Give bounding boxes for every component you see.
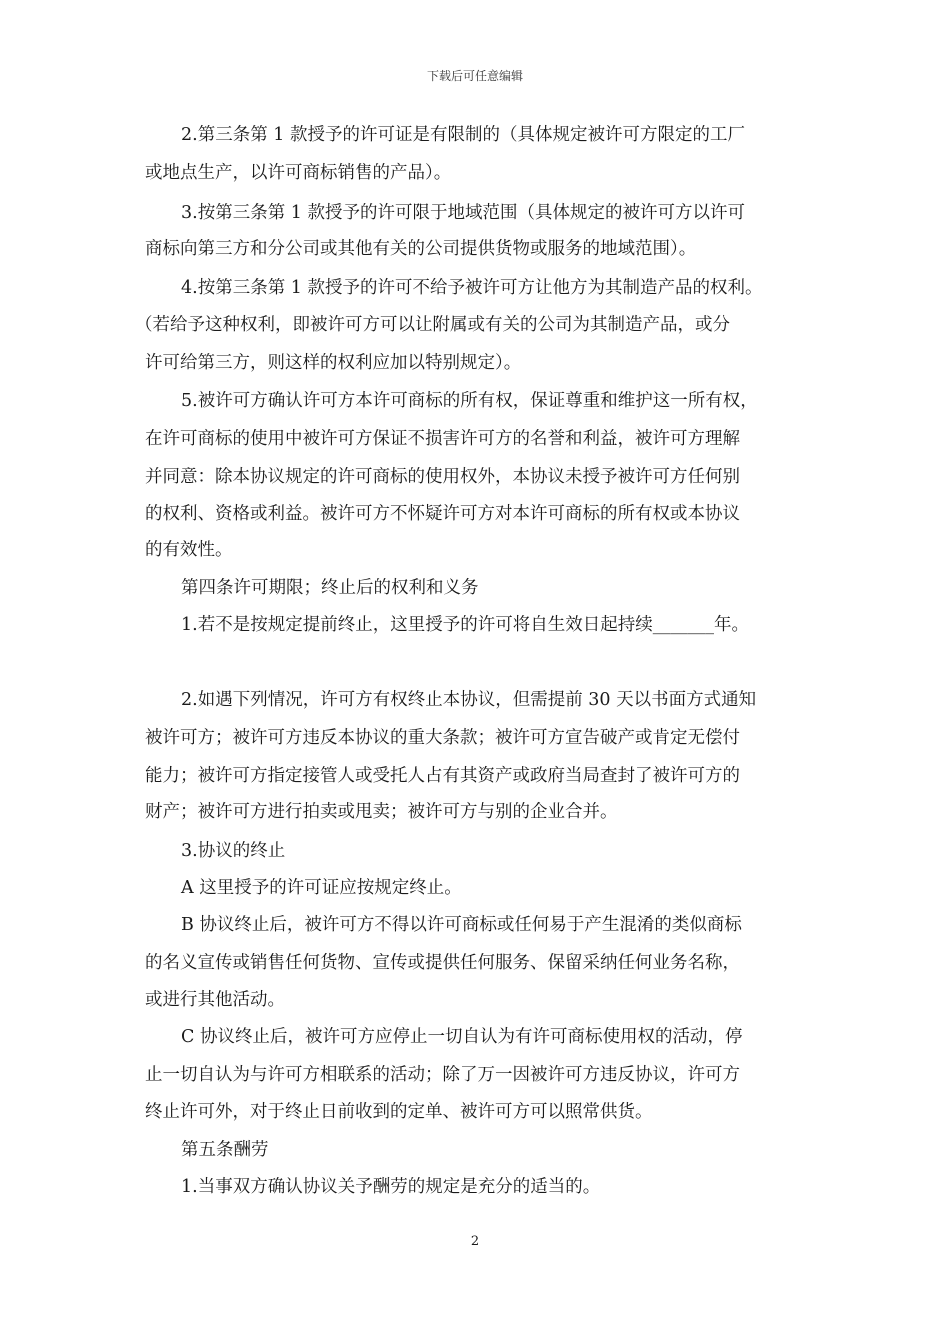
text-line: 的权利、资格或利益。被许可方不怀疑许可方对本许可商标的所有权或本协议 xyxy=(145,504,740,524)
text-line: 许可给第三方，则这样的权利应加以特别规定）。 xyxy=(145,353,522,373)
text-line: 5.被许可方确认许可方本许可商标的所有权，保证尊重和维护这一所有权， xyxy=(181,391,758,411)
text-line: 3.按第三条第 1 款授予的许可限于地域范围（具体规定的被许可方以许可 xyxy=(181,203,745,223)
text-line: 的有效性。 xyxy=(145,540,233,560)
text-line: C 协议终止后，被许可方应停止一切自认为有许可商标使用权的活动，停 xyxy=(181,1027,743,1047)
page-header: 下载后可任意编辑 xyxy=(426,69,523,83)
text-line: 被许可方；被许可方违反本协议的重大条款；被许可方宣告破产或肯定无偿付 xyxy=(145,728,740,748)
text-line: 在许可商标的使用中被许可方保证不损害许可方的名誉和利益，被许可方理解 xyxy=(145,429,740,449)
text-line: 并同意：除本协议规定的许可商标的使用权外，本协议未授予被许可方任何别 xyxy=(145,467,740,487)
text-line: （若给予这种权利，即被许可方可以让附属或有关的公司为其制造产品，或分 xyxy=(135,315,730,335)
text-line: 或进行其他活动。 xyxy=(145,990,285,1010)
section-heading: 第五条酬劳 xyxy=(181,1140,269,1160)
text-line: 或地点生产，以许可商标销售的产品）。 xyxy=(145,163,452,183)
text-line: A 这里授予的许可证应按规定终止。 xyxy=(181,878,462,898)
text-line: 商标向第三方和分公司或其他有关的公司提供货物或服务的地域范围）。 xyxy=(145,239,697,259)
text-line: 终止许可外，对于终止日前收到的定单、被许可方可以照常供货。 xyxy=(145,1102,653,1122)
text-line: 4.按第三条第 1 款授予的许可不给予被许可方让他方为其制造产品的权利。 xyxy=(181,278,763,298)
page-number: 2 xyxy=(470,1234,480,1249)
text-line: 止一切自认为与许可方相联系的活动；除了万一因被许可方违反协议，许可方 xyxy=(145,1065,740,1085)
text-line: 1.当事双方确认协议关予酬劳的规定是充分的适当的。 xyxy=(181,1177,601,1197)
text-line: 2.如遇下列情况，许可方有权终止本协议，但需提前 30 天以书面方式通知 xyxy=(181,690,757,710)
text-line: 1.若不是按规定提前终止，这里授予的许可将自生效日起持续_______年。 xyxy=(181,615,749,635)
text-line: B 协议终止后，被许可方不得以许可商标或任何易于产生混淆的类似商标 xyxy=(181,915,742,935)
section-heading: 第四条许可期限；终止后的权利和义务 xyxy=(181,578,479,598)
text-line: 2.第三条第 1 款授予的许可证是有限制的（具体规定被许可方限定的工厂 xyxy=(181,125,745,145)
text-line: 能力；被许可方指定接管人或受托人占有其资产或政府当局查封了被许可方的 xyxy=(145,766,740,786)
text-line: 的名义宣传或销售任何货物、宣传或提供任何服务、保留采纳任何业务名称， xyxy=(145,953,740,973)
text-line: 3.协议的终止 xyxy=(181,841,286,861)
text-line: 财产；被许可方进行拍卖或甩卖；被许可方与别的企业合并。 xyxy=(145,802,618,822)
